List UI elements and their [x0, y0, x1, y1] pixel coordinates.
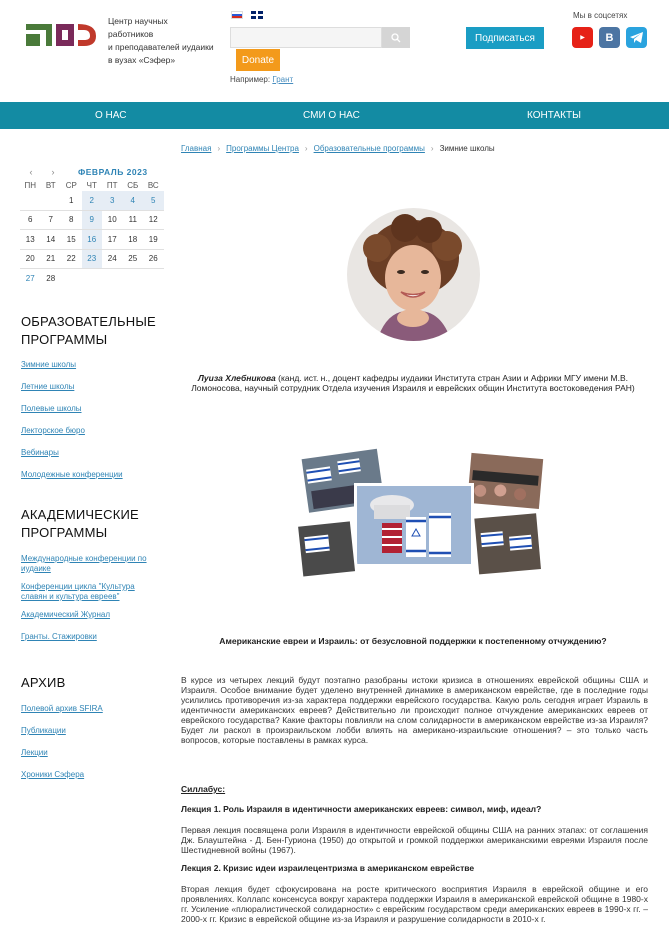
breadcrumb-home[interactable]: Главная — [181, 144, 212, 153]
calendar-day: 7 — [41, 211, 62, 231]
course-intro: В курсе из четырех лекций будут поэтапно разобраны истоки кризиса в отношениях еврейской общины США и Израиля. Особое внимание будет уделено внутренней динамике в американском еврействе, где в последние годы усилились противоречия из-за характера поддержки еврейского государства. Какую роль сегодня играет Израиль в идентичности американских евреев? Действительно ли происходит полное отчуждение американских евреев от еврейского государства? Какие факторы повлияли на слом солидарности в американском еврействе из-за Израиля? Будет ли раскол в произраильском лобби влиять на американо-израильские отношения? – это только часть вопросов, которые поставлены в рамках курса. — [181, 675, 648, 745]
english-flag-icon[interactable] — [251, 11, 263, 19]
example-link[interactable]: Грант — [272, 75, 294, 84]
calendar-day[interactable]: 4 — [123, 191, 144, 211]
calendar-day: 17 — [102, 230, 123, 250]
author-description: (канд. ист. н., доцент кафедры иудаики Института стран Азии и Африки МГУ имени М.В. Ломоносова, научный сотрудник Отдела изучения Израиля и еврейских общин Института востоковедения РАН) — [191, 373, 635, 393]
calendar-day[interactable]: 9 — [82, 211, 103, 231]
language-switcher — [231, 11, 263, 19]
sefer-logo-icon — [24, 16, 98, 56]
search-input[interactable] — [230, 27, 382, 48]
syllabus-heading: Силлабус: — [181, 784, 226, 794]
calendar-weekday: СР — [65, 180, 77, 190]
breadcrumb — [181, 144, 495, 153]
search-button[interactable] — [382, 27, 410, 48]
calendar-weekday: СБ — [127, 180, 139, 190]
lecture-text: Первая лекция посвящена роли Израиля в идентичности еврейской общины США на ранних этапах: от соглашения Дж. Блауштейна - Д. Бен-Гуриона (1950) до открытой и громкой поддержки американскими евреями Израиля после Шестидневной войны (1967). — [181, 825, 648, 855]
sidebar-heading: АКАДЕМИЧЕСКИЕ ПРОГРАММЫ — [21, 507, 139, 540]
calendar-empty-cell — [82, 269, 103, 289]
donate-button[interactable]: Donate — [236, 49, 280, 71]
calendar-day: 22 — [61, 250, 82, 270]
calendar-day[interactable]: 16 — [82, 230, 103, 250]
calendar-weekday: ВС — [147, 180, 159, 190]
youtube-icon[interactable]: ▶ — [572, 27, 593, 48]
org-name-line: в вузах «Сэфер» — [108, 55, 176, 65]
nav-item-contacts[interactable]: КОНТАКТЫ — [527, 110, 581, 121]
site-logo[interactable] — [24, 16, 98, 56]
course-title: Американские евреи и Израиль: от безусловной поддержки к постепенному отчуждению? — [219, 636, 607, 646]
calendar-day[interactable]: 3 — [102, 191, 123, 211]
sidebar-section-educational — [21, 313, 171, 480]
calendar-prev-icon[interactable]: ‹ — [29, 167, 33, 177]
lecture-text: Вторая лекция будет сфокусирована на росте критического восприятия Израиля в еврейской общине и его проявлениях. Коллапс консенсуса вокруг характера поддержки Израиля в американской еврейской общине в 1980-х гг. Усиление «плюралистической солидарности» с еврейским государством среди американских евреев в 1990-х гг. – 2000-х гг. Кризис в еврейской общине из-за Израиля и разрушение солидарности в 2010-х г. — [181, 884, 648, 924]
calendar-day: 15 — [61, 230, 82, 250]
org-name-line: Центр научных — [108, 16, 168, 26]
calendar-day[interactable]: 5 — [143, 191, 164, 211]
sidebar-item-intl-conferences[interactable]: Международные конференции по иудаике — [21, 554, 147, 573]
calendar-empty-cell — [102, 269, 123, 289]
calendar-empty-cell — [20, 191, 41, 211]
calendar-empty-cell — [123, 269, 144, 289]
social-title: Мы в соцсетях — [573, 11, 628, 20]
calendar-day: 11 — [123, 211, 144, 231]
vk-icon[interactable]: B — [599, 27, 620, 48]
calendar-weekday: ПТ — [106, 180, 118, 190]
calendar-day[interactable]: 27 — [25, 274, 35, 284]
calendar-day[interactable]: 2 — [82, 191, 103, 211]
calendar-day: 12 — [143, 211, 164, 231]
sidebar-item-winter-schools[interactable]: Зимние школы — [21, 360, 77, 369]
author-photo — [347, 208, 480, 341]
calendar-empty-cell — [61, 269, 82, 289]
sidebar-item-youth-conferences[interactable]: Молодежные конференции — [21, 470, 123, 479]
org-name-line: и преподавателей иудаики — [108, 42, 214, 52]
calendar-weekday: ЧТ — [86, 180, 97, 190]
sidebar-item-webinars[interactable]: Вебинары — [21, 448, 59, 457]
org-name — [108, 15, 228, 67]
lecture-title: Лекция 2. Кризис идеи израилецентризма в американском еврействе — [181, 863, 475, 873]
breadcrumb-educational[interactable]: Образовательные программы — [313, 144, 425, 153]
calendar-day: 8 — [61, 211, 82, 231]
org-name-line: работников — [108, 29, 154, 39]
telegram-icon[interactable] — [626, 27, 647, 48]
author-info — [183, 373, 643, 393]
example-prefix: Например: — [230, 75, 271, 84]
breadcrumb-separator-icon: › — [304, 144, 308, 153]
calendar-day: 1 — [61, 191, 82, 211]
search-example — [230, 75, 293, 84]
nav-item-about[interactable]: О НАС — [95, 110, 127, 121]
calendar-empty-cell — [143, 269, 164, 289]
calendar-weekday: ПН — [24, 180, 37, 190]
lecture-title: Лекция 1. Роль Израиля в идентичности американских евреев: символ, миф, идеал? — [181, 804, 542, 814]
sidebar-section-archive — [21, 674, 171, 780]
subscribe-button[interactable]: Подписаться — [466, 27, 544, 49]
sidebar-item-field-schools[interactable]: Полевые школы — [21, 404, 82, 413]
sidebar-item-grants[interactable]: Гранты. Стажировки — [21, 632, 97, 641]
sidebar-item-summer-schools[interactable]: Летние школы — [21, 382, 75, 391]
breadcrumb-separator-icon: › — [217, 144, 221, 153]
sidebar-item-lecture-bureau[interactable]: Лекторское бюро — [21, 426, 85, 435]
calendar-month: ФЕВРАЛЬ 2023 — [78, 167, 148, 177]
breadcrumb-programs[interactable]: Программы Центра — [226, 144, 299, 153]
calendar-day[interactable]: 23 — [82, 250, 103, 270]
calendar-day: 19 — [143, 230, 164, 250]
calendar-day: 26 — [143, 250, 164, 270]
nav-item-media[interactable]: СМИ О НАС — [303, 110, 360, 121]
russian-flag-icon[interactable] — [231, 11, 243, 19]
author-name: Луиза Хлебникова — [197, 373, 276, 383]
search-icon — [391, 33, 401, 43]
sidebar-section-academic — [21, 506, 171, 642]
calendar-day: 6 — [20, 211, 41, 231]
calendar-weekday: ВТ — [45, 180, 56, 190]
calendar-next-icon[interactable]: › — [51, 167, 55, 177]
calendar-day: 20 — [20, 250, 41, 270]
sidebar-item-lectures[interactable]: Лекции — [21, 748, 48, 757]
calendar — [20, 166, 165, 289]
main-nav — [0, 102, 669, 129]
course-collage-image — [296, 443, 546, 583]
calendar-day: 14 — [41, 230, 62, 250]
calendar-day: 13 — [20, 230, 41, 250]
sidebar-item-chronicles[interactable]: Хроники Сэфера — [21, 770, 85, 779]
social-links — [572, 27, 647, 48]
search-form — [230, 27, 410, 48]
breadcrumb-current: Зимние школы — [439, 144, 495, 153]
sidebar-heading: АРХИВ — [21, 675, 66, 690]
calendar-day: 21 — [41, 250, 62, 270]
breadcrumb-separator-icon: › — [430, 144, 434, 153]
sidebar-item-culture-conferences[interactable]: Конференции цикла "Культура славян и культура евреев" — [21, 582, 135, 601]
calendar-header — [20, 166, 165, 178]
calendar-grid — [20, 179, 165, 289]
sidebar-item-journal[interactable]: Академический Журнал — [21, 610, 111, 619]
calendar-day: 10 — [102, 211, 123, 231]
calendar-empty-cell — [41, 191, 62, 211]
calendar-day: 25 — [123, 250, 144, 270]
calendar-day: 24 — [102, 250, 123, 270]
calendar-day: 18 — [123, 230, 144, 250]
sidebar-heading: ОБРАЗОВАТЕЛЬНЫЕ ПРОГРАММЫ — [21, 314, 156, 347]
calendar-day: 28 — [46, 274, 56, 284]
sidebar-item-field-archive[interactable]: Полевой архив SFIRA — [21, 704, 103, 713]
sidebar-item-publications[interactable]: Публикации — [21, 726, 66, 735]
